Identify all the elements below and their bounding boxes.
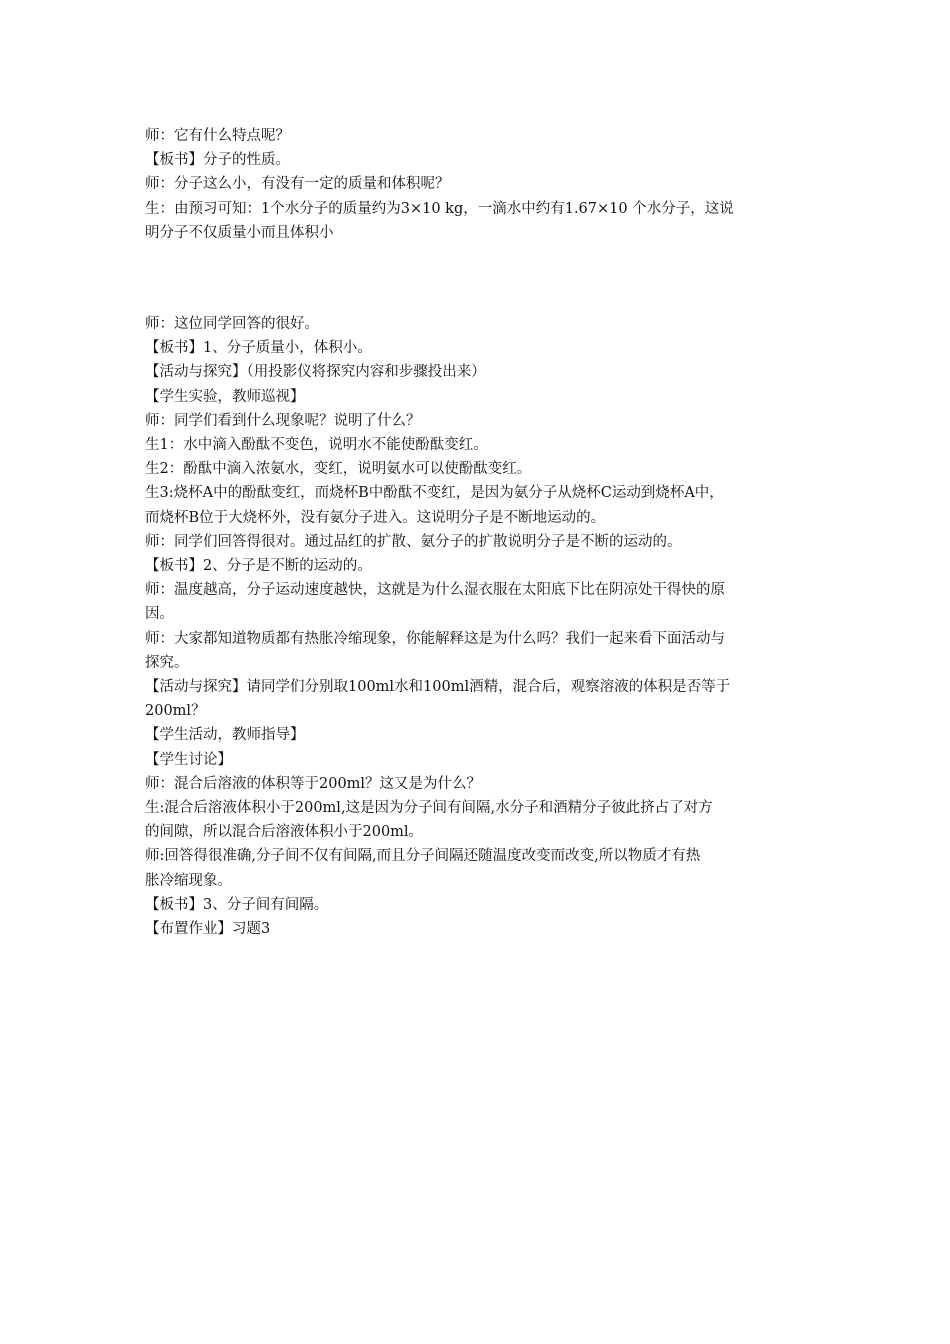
paragraph: [145, 336, 810, 360]
text-line: 的间隙，所以混合后溶液体积小于200ml。: [145, 824, 424, 841]
paragraph-group-after-gap: [145, 312, 810, 941]
text-line: 胀冷缩现象。: [145, 872, 232, 889]
text-line: 200ml？: [145, 703, 206, 720]
paragraph: [145, 578, 810, 626]
text-line: 【活动与探究】（用投影仪将探究内容和步骤投出来）: [145, 364, 486, 381]
text-line: 生:混合后溶液体积小于200ml,这是因为分子间有间隔,水分子和酒精分子彼此挤占了对方: [145, 800, 713, 817]
text-line: 【板书】2、分子是不断的运动的。: [145, 558, 372, 575]
text-line: 师：这位同学回答的很好。: [145, 316, 319, 333]
paragraph: [145, 457, 810, 481]
paragraph: [145, 124, 810, 148]
text-line: 生3:烧杯A中的酚酞变红，而烧杯B中酚酞不变红，是因为氨分子从烧杯C运动到烧杯A中，: [145, 485, 724, 502]
text-line: 生2：酚酞中滴入浓氨水，变红，说明氨水可以使酚酞变红。: [145, 461, 532, 478]
paragraph: [145, 627, 810, 675]
document-body: [145, 124, 810, 941]
text-line: 师：同学们看到什么现象呢？说明了什么？: [145, 412, 421, 429]
text-line: 【学生实验，教师巡视】: [145, 388, 305, 405]
paragraph: [145, 360, 810, 384]
text-line: 【板书】3、分子间有间隔。: [145, 896, 329, 913]
paragraph: [145, 197, 810, 245]
text-line: 【板书】1、分子质量小，体积小。: [145, 340, 372, 357]
text-line: 而烧杯B位于大烧杯外，没有氨分子进入。这说明分子是不断地运动的。: [145, 509, 606, 526]
paragraph: [145, 312, 810, 336]
text-line: 生1：水中滴入酚酞不变色，说明水不能使酚酞变红。: [145, 437, 488, 454]
paragraph: [145, 772, 810, 796]
text-line: 师：分子这么小，有没有一定的质量和体积呢？: [145, 176, 450, 193]
paragraph: [145, 554, 810, 578]
text-line: 【布置作业】习题3: [145, 921, 271, 938]
text-line: 【活动与探究】请同学们分别取100ml水和100ml酒精，混合后，观察溶液的体积是否等于: [145, 679, 731, 696]
paragraph: [145, 172, 810, 196]
paragraph: [145, 893, 810, 917]
text-line: 师：温度越高，分子运动速度越快，这就是为什么湿衣服在太阳底下比在阴凉处干得快的原: [145, 582, 725, 599]
text-line: 师：大家都知道物质都有热胀冷缩现象，你能解释这是为什么吗？我们一起来看下面活动与: [145, 630, 725, 647]
text-line: 探究。: [145, 654, 189, 671]
paragraph: [145, 748, 810, 772]
text-line: 师：混合后溶液的体积等于200ml？这又是为什么？: [145, 775, 482, 792]
paragraph-group-before-gap: [145, 124, 810, 245]
paragraph: [145, 409, 810, 433]
text-line: 师：同学们回答得很对。通过品红的扩散、氨分子的扩散说明分子是不断的运动的。: [145, 533, 682, 550]
text-line: 因。: [145, 606, 174, 623]
paragraph: [145, 723, 810, 747]
paragraph: [145, 148, 810, 172]
paragraph: [145, 530, 810, 554]
text-line: 明分子不仅质量小而且体积小: [145, 224, 334, 241]
paragraph: [145, 796, 810, 844]
paragraph: [145, 433, 810, 457]
text-line: 师:回答得很准确,分子间不仅有间隔,而且分子间隔还随温度改变而改变,所以物质才有热: [145, 848, 701, 865]
blank-gap: [145, 245, 810, 312]
paragraph: [145, 675, 810, 723]
paragraph: [145, 917, 810, 941]
paragraph: [145, 844, 810, 892]
text-line: 【学生活动，教师指导】: [145, 727, 305, 744]
text-line: 师：它有什么特点呢？: [145, 128, 290, 144]
text-line: 生：由预习可知：1个水分子的质量约为3×10 kg，一滴水中约有1.67×10 个水分子，这说: [145, 200, 734, 217]
text-line: 【板书】分子的性质。: [145, 152, 290, 169]
text-line: 【学生讨论】: [145, 751, 232, 768]
paragraph: [145, 385, 810, 409]
paragraph: [145, 481, 810, 529]
